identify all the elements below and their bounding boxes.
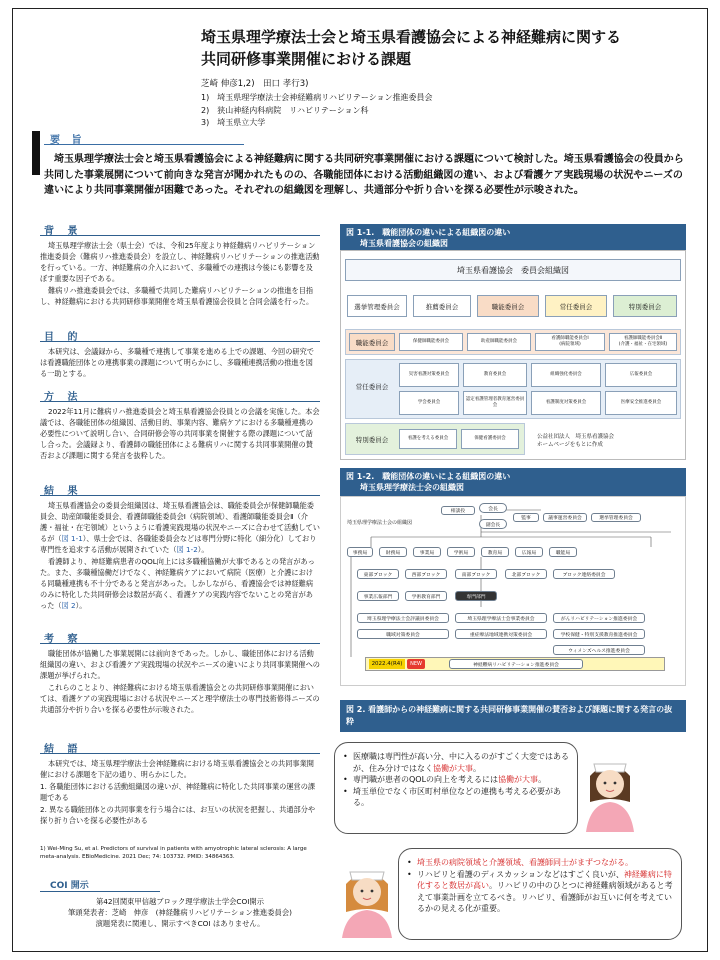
org-pill: 南部ブロック (455, 569, 497, 579)
org-box: 推薦委員会 (413, 295, 471, 317)
org-pill: 会長 (479, 503, 507, 513)
coi-line: 演題発表に関連し、開示すべきCOI はありません。 (95, 919, 265, 928)
figure-1-2 (340, 496, 686, 686)
coi-line: 第42回関東甲信越ブロック理学療法士学会COI開示 (95, 897, 265, 906)
org-box: 選挙管理委員会 (347, 295, 407, 317)
new-date: 2022.4(R4) (369, 659, 405, 669)
org-box: 看護制度対策委員会 (531, 391, 601, 415)
org-box: 認定看護管理者教育運営委員会 (463, 391, 527, 415)
org-box: 学会委員会 (399, 391, 459, 415)
root-label: 埼玉県理学療法士会の組織図 (347, 520, 413, 526)
org-box: 保健看護委員会 (461, 429, 519, 449)
org-title: 埼玉県看護協会 委員会組織図 (345, 259, 681, 281)
org-box: 看護師職能委員会Ⅱ (介護・福祉・在宅領域) (609, 333, 677, 351)
quote-item: • 医療職は専門性が高い分、中に入るのがすごく大変ではあるが、住み分けではなく協働が大事。 (343, 751, 569, 774)
org-box: 常任委員会 (349, 377, 395, 395)
org-pill: 職能局 (549, 547, 577, 557)
affiliation: 2) 狭山神経内科病院 リハビリテーション科 (201, 105, 369, 115)
purpose-section (40, 328, 320, 380)
section-heading: 方 法 (40, 388, 320, 402)
paragraph: 埼玉県理学療法士会（県士会）では、令和25年度より神経難病リハビリテーション推進委員会（難病リハ推進委員会）を設立し、神経難病リハビリテーションの推進活動を行っている。一方、神経難病の介入において、多職種での連携は今後にも影響を及ぼす重要な因子である。 (40, 241, 320, 283)
figure-ref: 図 1-1 (61, 534, 83, 543)
nurse-illustration-2 (338, 856, 396, 938)
org-pill: 東部ブロック (357, 569, 399, 579)
coi-heading: COI 開示 (40, 878, 160, 892)
quote-item: • 埼玉県の病院領域と介護領域、看護師同士がまずつながる。 (407, 857, 673, 869)
new-badge: NEW (407, 659, 425, 669)
section-heading: 考 察 (40, 630, 320, 644)
org-box: 職能委員会 (477, 295, 539, 317)
org-box: 看護を考える委員会 (399, 429, 457, 449)
org-pill: 埼玉県理学療法士会評議員委員会 (357, 613, 449, 623)
method-section (40, 388, 320, 462)
org-pill: 議事運営委員会 (543, 513, 587, 522)
paragraph: 職能団体が協働した事業展開には前向きであった。しかし、職能団体における活動組織図の違い、および看護ケア実践現場の状況やニーズの違いにより共同事業開催への課題が挙げられた。 (40, 649, 320, 680)
quote-item: • 埼玉単位でなく市区町村単位などの連携も考える必要がある。 (343, 786, 569, 809)
org-pill: 事業広報部門 (357, 591, 399, 601)
org-pill: 学術教育部門 (405, 591, 447, 601)
result-section (40, 482, 320, 612)
org-box: 教育委員会 (463, 363, 527, 387)
section-heading: 結 語 (40, 740, 320, 754)
figure-ref: 図 2 (61, 601, 76, 610)
abstract-bar (32, 131, 40, 175)
speech-bubble-1 (334, 742, 578, 834)
org-pill: 専門部門 (455, 591, 497, 601)
conclusion-section (40, 740, 320, 827)
paragraph: 本研究では、埼玉県理学療法士会神経難病における埼玉県看護協会との共同事業開催における課題を下記の通り、明らかにした。 (40, 759, 314, 779)
paragraph: 本研究は、会議録から、多職種で連携して事業を進める上での課題、今回の研究では看護職能団体との連携事業の課題について明らかにし、多職種連携活動の推進を図る一助とする。 (40, 347, 314, 378)
org-box: 組織強化委員会 (531, 363, 601, 387)
org-pill: 副会長 (479, 519, 507, 529)
discussion-section (40, 630, 320, 716)
figure-source: 公益社団法人 埼玉県看護協会 ホームページをもとに作成 (537, 434, 615, 448)
poster-title: 埼玉県理学療法士会と埼玉県看護協会による神経難病に関する共同研修事業開催における課題 (201, 28, 622, 68)
org-pill: 神経難病リハビリテーション推進委員会 (449, 659, 583, 669)
org-pill: 財務局 (379, 547, 407, 557)
org-box: 災害看護対策委員会 (399, 363, 459, 387)
section-heading: 目 的 (40, 328, 320, 342)
abstract-heading: 要 旨 (44, 131, 244, 145)
figure-2-header: 図 2. 看護師からの神経難病に関する共同研修事業開催の賛否および課題に関する発言の抜粋 (340, 700, 686, 732)
figure-ref: 図 1-2 (176, 545, 198, 554)
section-heading: 背 景 (40, 222, 320, 236)
affiliations (201, 92, 433, 130)
abstract-text: 埼玉県理学療法士会と埼玉県看護協会による神経難病に関する共同研究事業開催における課題について検討した。埼玉県看護協会の役員から共同した事業展開について前向きな発言が聞かれたものの、各職能団体における活動組織図の違い、および看護ケア実践現場の状況やニーズの違いにより共同事業開催が困難であった。それぞれの組織図を理解し、共通部分や折り合いを探る必要性が示唆された。 (44, 154, 684, 196)
section-heading: 結 果 (40, 482, 320, 496)
org-pill: 職域対策委員会 (357, 629, 449, 639)
paragraph: これらのことより、神経難病における埼玉県看護協会との共同研修事業開催においては、看護ケアの実践現場における状況やニーズと理学療法士の専門技術修得ニーズの共通部分や折り合いを探る必要性が示唆された。 (40, 683, 320, 714)
org-pill: がんリハビリテーション推進委員会 (553, 613, 645, 623)
paragraph: 埼玉県看護協会の委員会組織図は、埼玉県看護協会は、職能委員会が保健師職能委員会、助産師職能委員会、看護師職能委員会Ⅰ（病院領域）、看護師職能委員会Ⅱ（介護・福祉・在宅領域）というように看護実践現場の状況やニーズに合わせて活動しているが（図 1-1）、県士会では、各職能委員会などは専門分野に特化（細分化）しており専門性を追求する活動が展開されていた（図 1-2）。 (40, 501, 320, 554)
org-pill: ウィメンズヘルス推進委員会 (553, 645, 645, 655)
org-pill: 事務局 (347, 547, 373, 557)
org-box: 職能委員会 (349, 333, 395, 351)
authors: 芝崎 伸彦1,2) 田口 孝行3) (201, 79, 309, 89)
org-pill: 相談役 (441, 506, 475, 515)
org-pill: 教育局 (481, 547, 509, 557)
org-pill: 重症療法地域連携対策委員会 (455, 629, 547, 639)
org-pill: 北部ブロック (505, 569, 547, 579)
org-pill: 学術局 (447, 547, 475, 557)
nurse-illustration-1 (580, 750, 640, 832)
figure-1-1 (340, 250, 686, 460)
org-box: 医療安全推進委員会 (605, 391, 677, 415)
list-item: 2. 異なる職能団体との共同事業を行う場合には、お互いの状況を把握し、共通部分や探り折り合いを探る必要性がある (40, 805, 316, 825)
org-pill: 西部ブロック (405, 569, 447, 579)
reference: 1) Wei-Ming Su, et al. Predictors of survival in patients with amyotrophic lateral sclerosis: A large meta-analysis. EBioMedicine. 2021 Dec; 74: 103732. PMID: 34864363. (40, 846, 307, 860)
quote-item: • リハビリと看護のディスカッションなどはすごく良いが、神経難病に特化すると数居が高い。リハビリの中のひとつに神経難病領域があると考えて事業計画を立てるべき。リハビリ、看護師がお互いに何を考えているかの見える化が重要。 (407, 869, 673, 915)
org-box: 特別委員会 (349, 431, 395, 447)
coi-line: 筆頭発表者：芝崎 伸彦 (神経難病リハビリテーション推進委員会) (68, 908, 292, 917)
org-box: 看護師職能委員会Ⅰ (病院領域) (535, 333, 605, 351)
org-box: 保健師職能委員会 (399, 333, 463, 351)
org-pill: 事業局 (413, 547, 441, 557)
org-pill: 埼玉県理学療法士会事業委員会 (455, 613, 547, 623)
org-pill: 監事 (513, 513, 539, 522)
org-box: 特別委員会 (613, 295, 677, 317)
paragraph: 看護師より、神経難病患者のQOL向上には多職種協働が大事であるとの発言があった。また、多職種協働だけでなく、神経難病ケアにおいて病院（医療）と介護における同職種連携も不十分であると発言があった。しかしながら、看護協会では神経難病のみに特化した共同研修会は数居が高く、看護ケアの実践内容でないことの発言があった（図 2）。 (40, 557, 315, 610)
paragraph: 2022年11月に難病リハ推進委員会と埼玉県看護協会役員との会議を実施した。本会議では、各職能団体の組織図、活動目的、事業内容、難病ケアにおける多職種連携の必要性について説明し合い、合同研修会等の共同事業を開催する際の課題について話し合った。会議録より、看護師の職能団体による難病リハに関する共同事業開催の賛否および課題に関する発言を抜粋した。 (40, 407, 320, 460)
speech-bubble-2 (398, 848, 682, 940)
figure-1-2-header: 図 1-2. 職能団体の違いによる組織図の違い 埼玉県理学療法士会の組織図 (340, 468, 686, 496)
coi-section (40, 878, 320, 929)
org-box: 常任委員会 (545, 295, 607, 317)
org-pill: 学校保健・特別支援教育推進委員会 (553, 629, 645, 639)
figure-1-1-header: 図 1-1. 職能団体の違いによる組織図の違い 埼玉県看護協会の組織図 (340, 224, 686, 252)
quote-item: • 専門職が患者のQOLの向上を考えるには協働が大事。 (343, 774, 569, 786)
background-section (40, 222, 320, 308)
org-pill: 選挙管理委員会 (591, 513, 641, 522)
org-box: 広報委員会 (605, 363, 677, 387)
paragraph: 難病リハ推進委員会では、多職種で共同した難病リハビリテーションの推進を目指し、神経難病における共同研修事業開催を埼玉県看護協会役員と合同会議を行った。 (40, 286, 314, 306)
affiliation: 3) 埼玉県立大学 (201, 118, 266, 127)
affiliation: 1) 埼玉県理学療法士会神経難病リハビリテーション推進委員会 (201, 93, 433, 102)
org-pill: ブロック連絡委員会 (553, 569, 615, 579)
org-pill: 広報局 (515, 547, 543, 557)
list-item: 1. 各職能団体における活動組織図の違いが、神経難病に特化した共同事業の運営の課題である (40, 782, 316, 802)
org-box: 助産師職能委員会 (467, 333, 531, 351)
